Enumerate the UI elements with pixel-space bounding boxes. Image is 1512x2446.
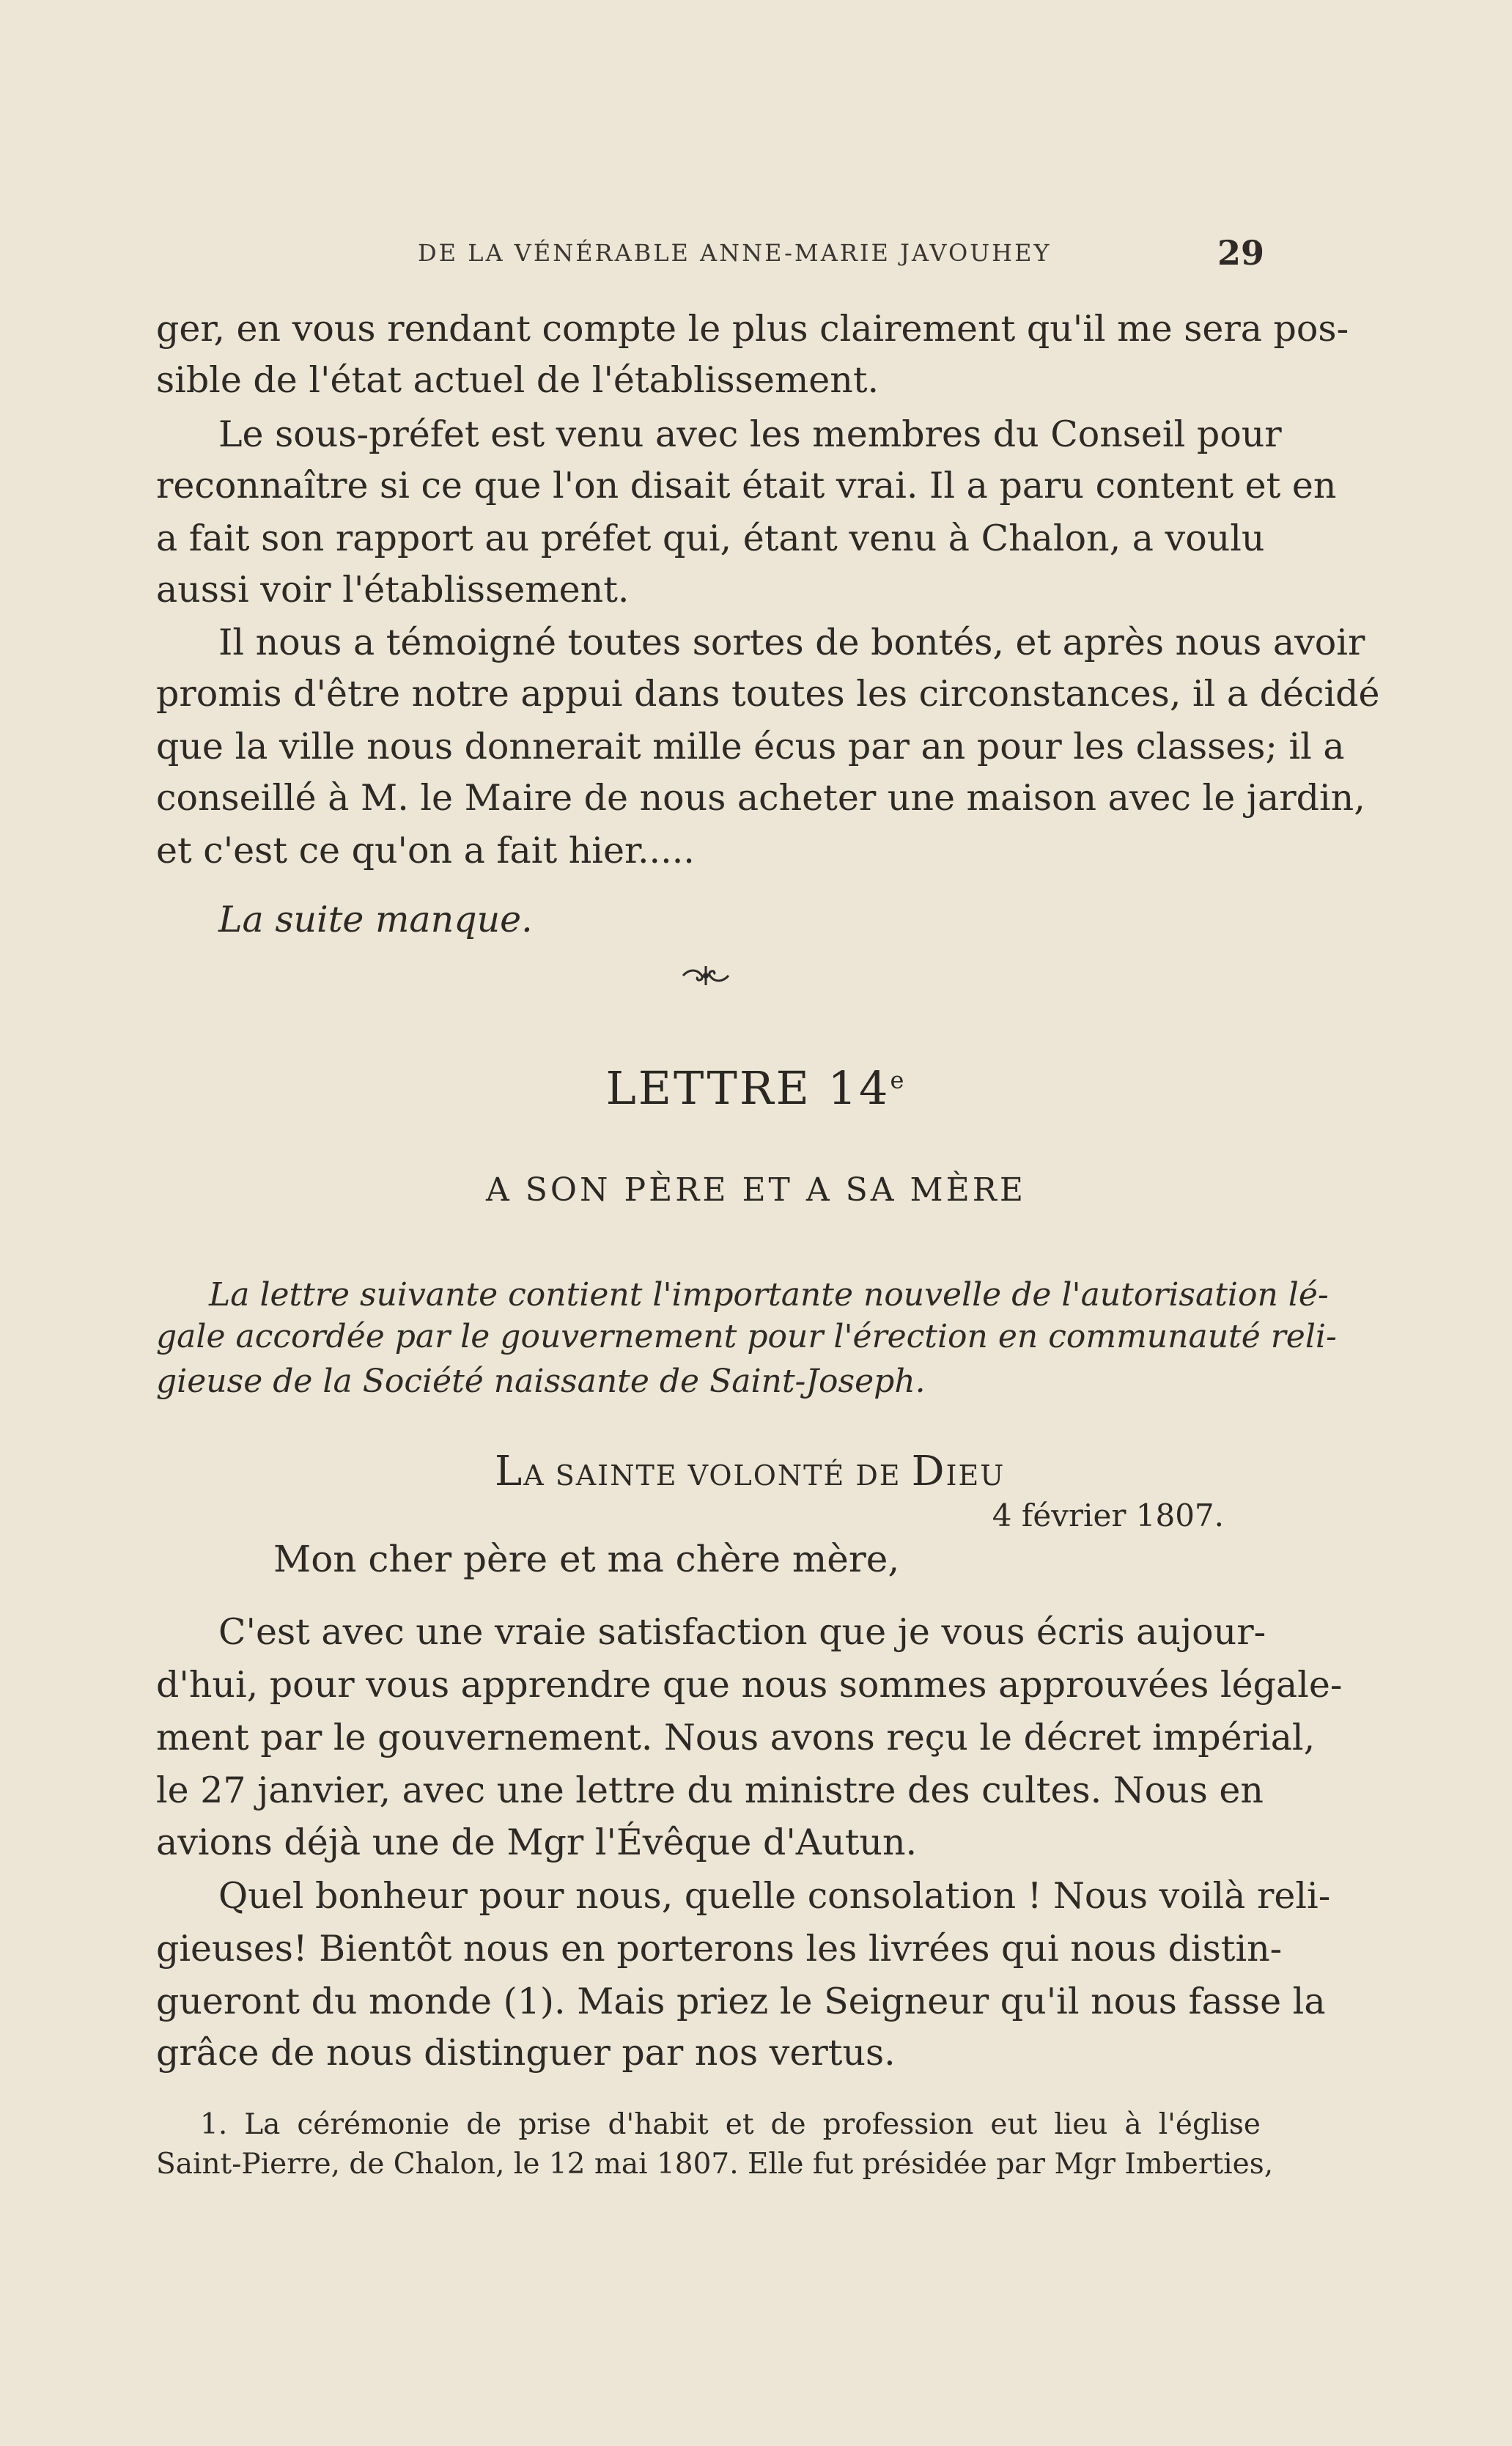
- text-line: reconnaître si ce que l'on disait était vrai. Il a paru content et en: [156, 465, 1337, 506]
- text-line: que la ville nous donnerait mille écus par an pour les classes; il a: [156, 726, 1345, 767]
- text-line: aussi voir l'établissement.: [156, 569, 630, 611]
- text-line: Quel bonheur pour nous, quelle consolation ! Nous voilà reli-: [218, 1875, 1331, 1917]
- footnote-line: 1. La cérémonie de prise d'habit et de profession eut lieu à l'église: [200, 2108, 1261, 2141]
- text-line: et c'est ce qu'on a fait hier.....: [156, 830, 695, 872]
- invocation-text: IEU: [945, 1459, 1006, 1492]
- intro-note-line: gieuse de la Société naissante de Saint-Joseph.: [156, 1363, 926, 1400]
- text-line: Le sous-préfet est venu avec les membres du Conseil pour: [218, 413, 1282, 455]
- fleuron-ornament-icon: [680, 963, 731, 988]
- invocation-heading: [495, 1448, 1005, 1495]
- invocation-cap: L: [495, 1448, 524, 1495]
- letter-date: 4 février 1807.: [992, 1498, 1224, 1533]
- page-number: 29: [1217, 233, 1264, 273]
- text-line: ment par le gouvernement. Nous avons reçu le décret impérial,: [156, 1717, 1316, 1758]
- text-line: Il nous a témoigné toutes sortes de bontés, et après nous avoir: [218, 622, 1365, 663]
- letter-greeting: Mon cher père et ma chère mère,: [273, 1538, 900, 1580]
- text-line: d'hui, pour vous apprendre que nous sommes approuvées légale-: [156, 1664, 1343, 1706]
- text-line: grâce de nous distinguer par nos vertus.: [156, 2032, 896, 2074]
- letter-recipient: A SON PÈRE ET A SA MÈRE: [486, 1171, 1026, 1209]
- running-title: DE LA VÉNÉRABLE ANNE-MARIE JAVOUHEY: [418, 239, 1052, 267]
- text-line: gueront du monde (1). Mais priez le Seigneur qu'il nous fasse la: [156, 1981, 1326, 2022]
- letter-title-text: LETTRE 14: [605, 1061, 890, 1115]
- running-head: [418, 233, 1264, 274]
- invocation-text: A SAINTE VOLONTÉ DE: [523, 1459, 912, 1492]
- text-line: avions déjà une de Mgr l'Évêque d'Autun.: [156, 1821, 918, 1863]
- text-line: ger, en vous rendant compte le plus clairement qu'il me sera pos-: [156, 308, 1349, 350]
- intro-note-line: La lettre suivante contient l'importante nouvelle de l'autorisation lé-: [209, 1276, 1329, 1314]
- footnote-line: Saint-Pierre, de Chalon, le 12 mai 1807. Elle fut présidée par Mgr Imberties,: [156, 2148, 1274, 2181]
- letter-title-sup: e: [890, 1066, 907, 1094]
- text-line: gieuses! Bientôt nous en porterons les livrées qui nous distin-: [156, 1928, 1283, 1970]
- text-line: le 27 janvier, avec une lettre du ministre des cultes. Nous en: [156, 1769, 1264, 1811]
- invocation-cap: D: [911, 1448, 946, 1495]
- text-line: promis d'être notre appui dans toutes les circonstances, il a décidé: [156, 673, 1380, 715]
- text-line: conseillé à M. le Maire de nous acheter une maison avec le jardin,: [156, 777, 1365, 819]
- suite-manque-note: La suite manque.: [218, 899, 533, 940]
- text-line: sible de l'état actuel de l'établissement.: [156, 359, 879, 401]
- letter-title: [0, 1061, 1512, 1115]
- intro-note-line: gale accordée par le gouvernement pour l'érection en communauté reli-: [156, 1318, 1337, 1355]
- text-line: C'est avec une vraie satisfaction que je vous écris aujour-: [218, 1611, 1266, 1653]
- text-line: a fait son rapport au préfet qui, étant venu à Chalon, a voulu: [156, 517, 1265, 559]
